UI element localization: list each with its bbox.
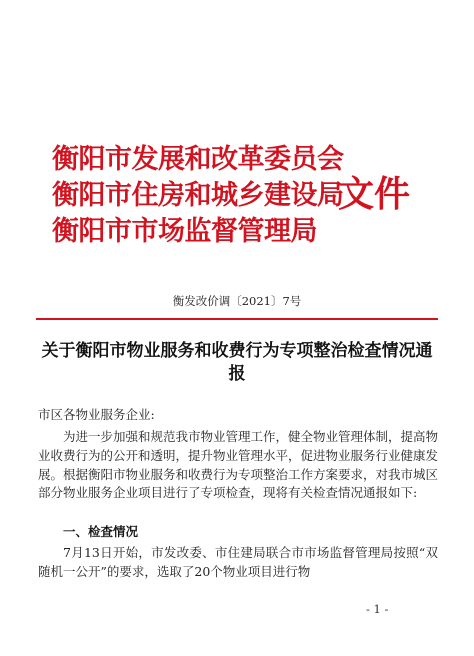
issuer-name: 衡阳市市场监督管理局 <box>52 216 317 247</box>
section-heading: 一、检查情况 <box>63 524 139 539</box>
document-header <box>0 142 474 254</box>
page-number: - 1 - <box>366 602 389 616</box>
issuer-name: 衡阳市住房和城乡建设局 <box>52 180 344 211</box>
document-title: 关于衡阳市物业服务和收费行为专项整治检查情况通报 <box>41 341 433 384</box>
salutation: 市区各物业服务企业: <box>38 407 155 422</box>
document-number: 衡发改价调〔2021〕7号 <box>172 294 302 308</box>
section-paragraph: 7月13日开始，市发改委、市住建局联合市市场监督管理局按照“双随机一公开”的要求，选取了20个物业项目进行物 <box>38 545 438 579</box>
section-paragraph-block <box>38 543 438 581</box>
issuer-list <box>52 142 342 250</box>
red-divider-line <box>36 318 438 320</box>
intro-paragraph-block <box>38 428 438 503</box>
document-type-label: 文件 <box>338 173 411 215</box>
intro-paragraph: 为进一步加强和规范我市物业管理工作，健全物业管理体制，提高物业收费行为的公开和透明，提升物业管理水平，促进物业服务行业健康发展。根据衡阳市物业服务和收费行为专项整治工作方案要求，对我市城区部分物业服务企业项目进行了专项检查，现将有关检查情况通报如下: <box>38 429 439 501</box>
issuer-name: 衡阳市发展和改革委员会 <box>52 144 344 175</box>
